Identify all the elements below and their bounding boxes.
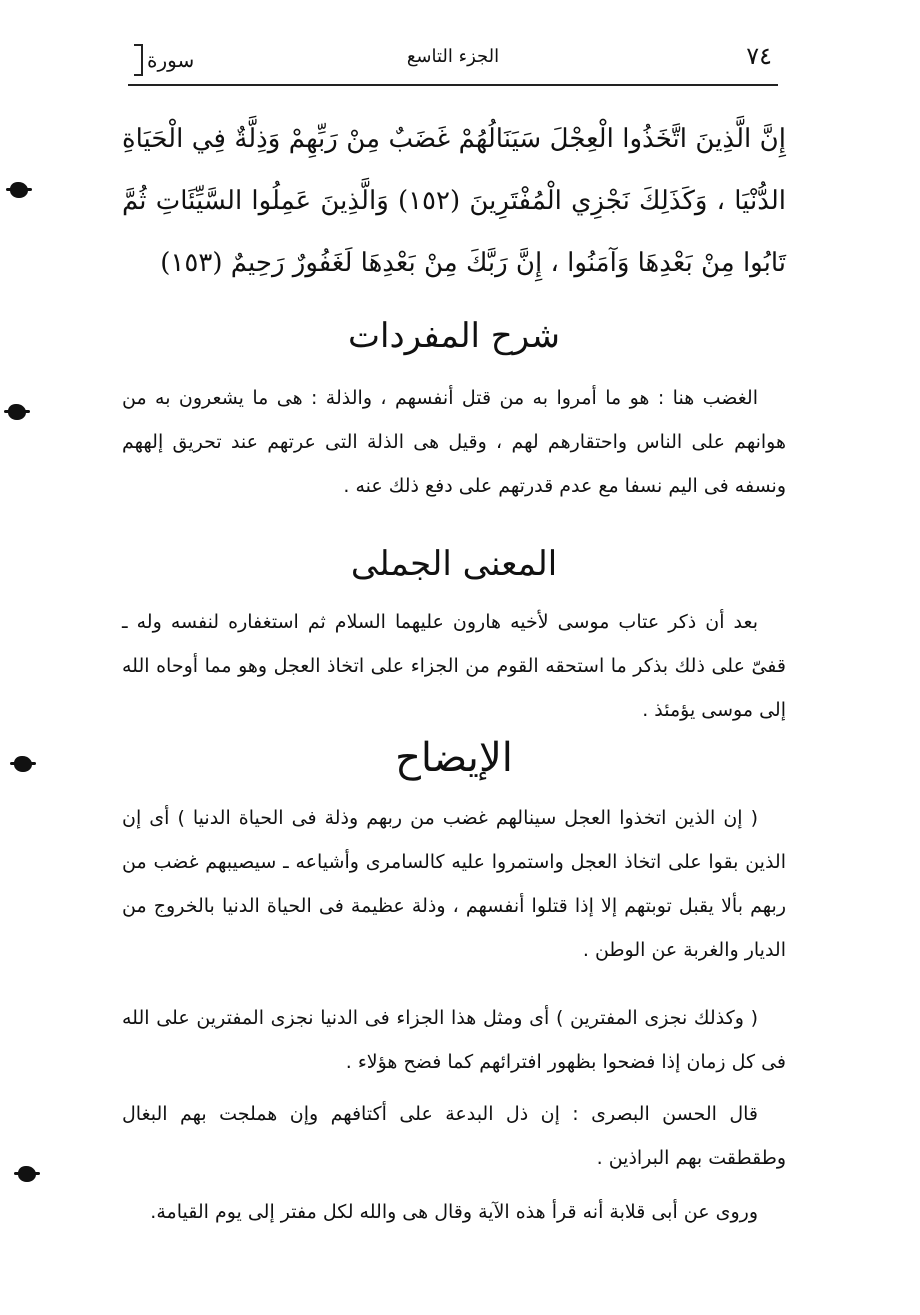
explanation-heading: الإيضاح: [395, 735, 513, 781]
explanation-paragraph-3: قال الحسن البصرى : إن ذل البدعة على أكتافهم وإن هملجت بهم البغال وطقطقت بهم البراذين .: [122, 1103, 786, 1169]
explanation-paragraph-4: وروى عن أبى قلابة أنه قرأ هذه الآية وقال هى والله لكل مفتر إلى يوم القيامة.: [150, 1201, 758, 1223]
ink-speck: [18, 1166, 36, 1182]
ink-speck: [10, 182, 28, 198]
meaning-paragraph: بعد أن ذكر عتاب موسى لأخيه هارون عليهما السلام ثم استغفاره لنفسه وله ـ قفىّ على ذلك بذكر ما استحقه القوم من الجزاء على اتخاذ العجل وهو مما أوحاه الله إلى موسى يؤمئذ .: [122, 611, 786, 721]
header-rule: [128, 84, 778, 86]
surah-label-group: [128, 44, 194, 76]
meaning-heading: المعنى الجملى: [350, 544, 558, 584]
quran-verse: إِنَّ الَّذِينَ اتَّخَذُوا الْعِجْلَ سَيَنَالُهُمْ غَضَبٌ مِنْ رَبِّهِمْ وَذِلَّةٌ فِي الْحَيَاةِ الدُّنْيَا ، وَكَذَلِكَ نَجْزِي الْمُفْتَرِينَ (١٥٢) وَالَّذِينَ عَمِلُوا السَّيِّئَاتِ ثُمَّ تَابُوا مِنْ بَعْدِهَا وَآمَنُوا ، إِنَّ رَبَّكَ مِنْ بَعْدِهَا لَغَفُورٌ رَحِيمٌ (١٥٣): [122, 124, 786, 278]
vocab-heading: شرح المفردات: [347, 316, 561, 356]
page-header: [128, 38, 778, 86]
ink-speck: [14, 756, 32, 772]
bracket-mark: [134, 44, 143, 76]
page-number: ٧٤: [746, 42, 772, 70]
part-title: الجزء التاسع: [406, 46, 500, 67]
vocab-paragraph: الغضب هنا : هو ما أمروا به من قتل أنفسهم ، والذلة : هى ما يشعرون به من هوانهم على الناس واحتقارهم لهم ، وقيل هى الذلة التى عرتهم عند تحريق إلههم ونسفه فى اليم نسفا مع عدم قدرتهم على دفع ذلك عنه .: [122, 387, 786, 497]
ink-speck: [8, 404, 26, 420]
explanation-paragraph-2: ( وكذلك نجزى المفترين ) أى ومثل هذا الجزاء فى الدنيا نجزى المفترين على الله فى كل زمان إذا فضحوا بظهور افترائهم كما فضح هؤلاء .: [122, 1007, 786, 1073]
explanation-paragraph-1: ( إن الذين اتخذوا العجل سينالهم غضب من ربهم وذلة فى الحياة الدنيا ) أى إن الذين بقوا على اتخاذ العجل واستمروا عليه كالسامرى وأشياعه ـ سيصيبهم غضب من ربهم بألا يقبل توبتهم إلا إذا قتلوا أنفسهم ، وذلة عظيمة فى الحياة الدنيا بالخروج من الديار والغربة عن الوطن .: [122, 807, 786, 961]
surah-label: سورة: [147, 48, 195, 72]
